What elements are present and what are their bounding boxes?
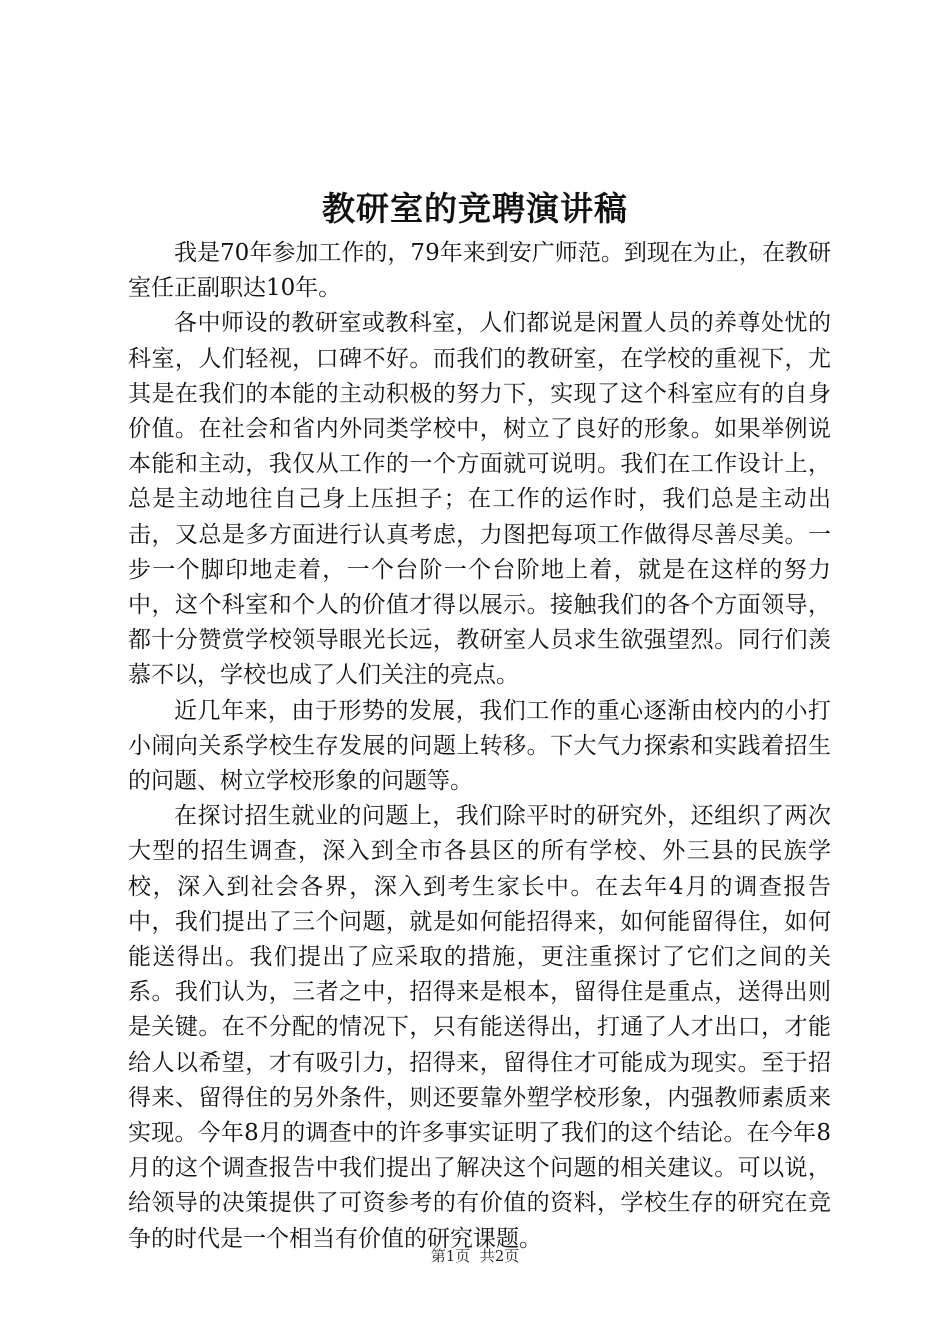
document-title: 教研室的竞聘演讲稿 <box>322 189 628 228</box>
paragraph-1: 我是70年参加工作的，79年来到安广师范。到现在为止，在教研室任正副职达10年。 <box>128 240 831 302</box>
document-body <box>128 236 831 1257</box>
paragraph-2: 各中师设的教研室或教科室，人们都说是闲置人员的养尊处忧的科室，人们轻视，口碑不好。而我们的教研室，在学校的重视下，尤其是在我们的本能的主动积极的努力下，实现了这个科室应有的自身价值。在社会和省内外同类学校中，树立了良好的形象。如果举例说本能和主动，我仅从工作的一个方面就可说明。我们在工作设计上，总是主动地往自己身上压担子；在工作的运作时，我们总是主动出击，又总是多方面进行认真考虑，力图把每项工作做得尽善尽美。一步一个脚印地走着，一个台阶一个台阶地上着，就是在这样的努力中，这个科室和个人的价值才得以展示。接触我们的各个方面领导，都十分赞赏学校领导眼光长远，教研室人员求生欲强望烈。同行们羡慕不以，学校也成了人们关注的亮点。 <box>128 310 831 689</box>
paragraph-3: 近几年来，由于形势的发展，我们工作的重心逐渐由校内的小打小闹向关系学校生存发展的问题上转移。下大气力探索和实践着招生的问题、树立学校形象的问题等。 <box>128 697 831 795</box>
page-footer: 第1页 共2页 <box>430 1247 520 1265</box>
paragraph-4: 在探讨招生就业的问题上，我们除平时的研究外，还组织了两次大型的招生调查，深入到全市各县区的所有学校、外三县的民族学校，深入到社会各界，深入到考生家长中。在去年4月的调查报告中，我们提出了三个问题，就是如何能招得来，如何能留得住，如何能送得出。我们提出了应采取的措施，更注重探讨了它们之间的关系。我们认为，三者之中，招得来是根本，留得住是重点，送得出则是关键。在不分配的情况下，只有能送得出，打通了人才出口，才能给人以希望，才有吸引力，招得来，留得住才可能成为现实。至于招得来、留得住的另外条件，则还要靠外塑学校形象，内强教师素质来实现。今年8月的调查中的许多事实证明了我们的这个结论。在今年8月的这个调查报告中我们提出了解决这个问题的相关建议。可以说，给领导的决策提供了可资参考的有价值的资料，学校生存的研究在竞争的时代是一个相当有价值的研究课题。 <box>128 803 831 1252</box>
